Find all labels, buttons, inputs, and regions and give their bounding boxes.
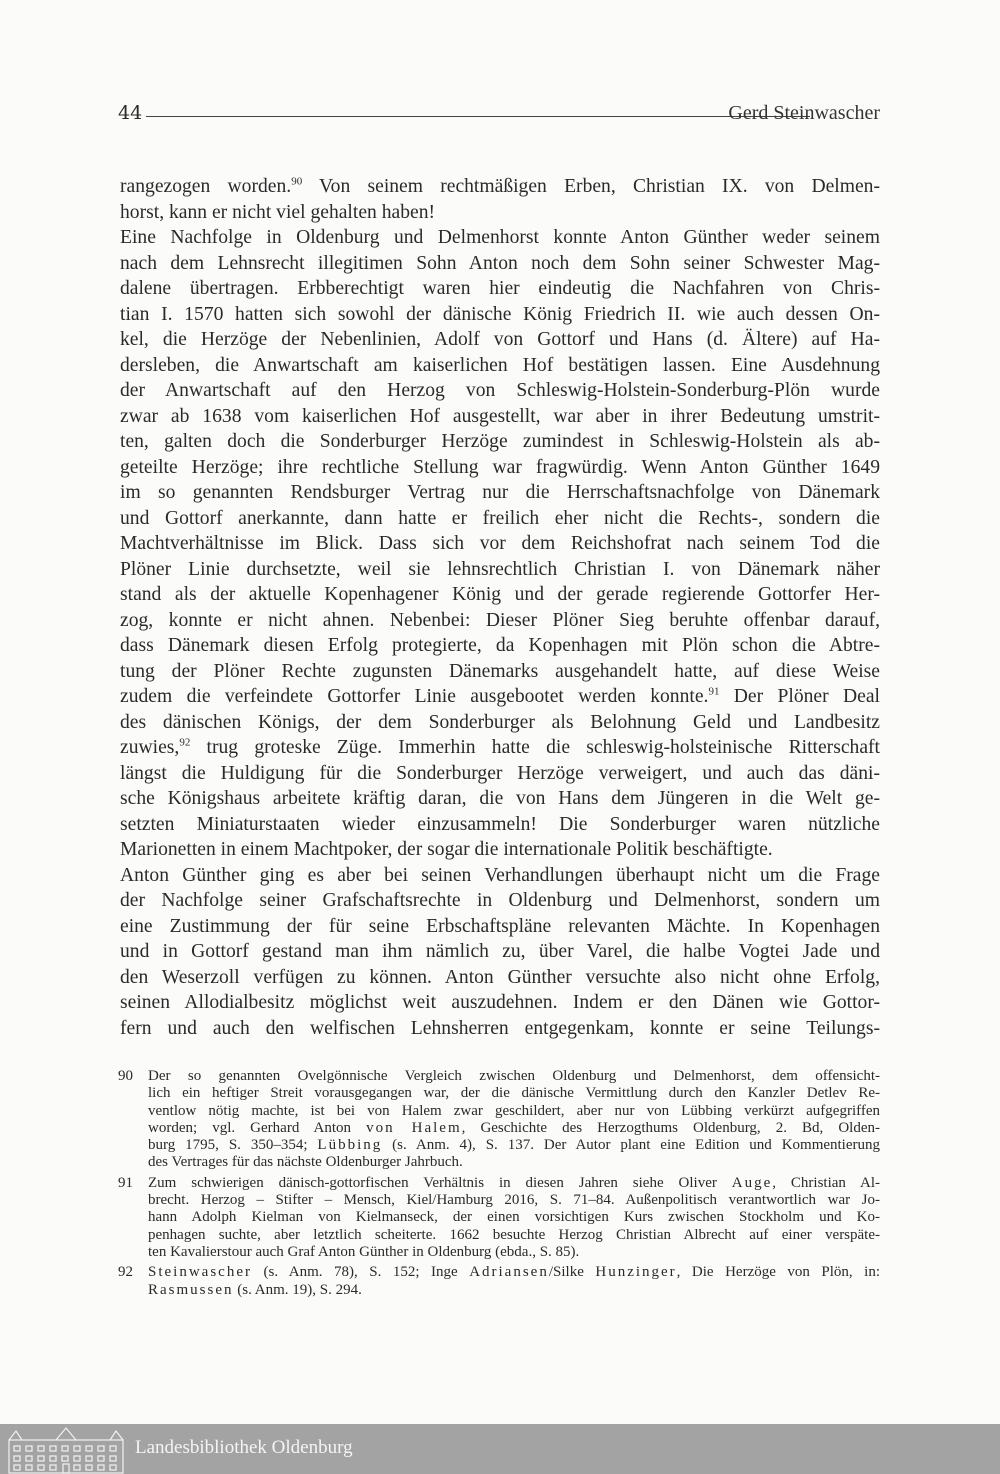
footnote-text: (s. Anm. 4), S. 137. Der Autor plant eine Edition und Kommentierung: [382, 1137, 881, 1154]
text-line: [120, 990, 880, 1016]
text-line: [120, 1016, 880, 1042]
footnote-text: hann Adolph Kielman von Kielmanseck, der einen vorsichtigen Kurs zwischen Stockholm und Ko-: [148, 1209, 880, 1226]
author-name: Lübbing: [317, 1137, 383, 1154]
footnote-text: ten Kavalierstour auch Graf Anton Günther in Oldenburg (ebda., S. 85).: [148, 1243, 580, 1260]
footnote-text: worden; vgl. Gerhard Anton: [148, 1119, 367, 1136]
text-line: [120, 302, 880, 328]
text-line: [120, 812, 880, 838]
footnote-text: Zum schwierigen dänisch-gottorfischen Verhältnis in diesen Jahren siehe Oliver: [148, 1174, 732, 1191]
line-text: Marionetten in einem Machtpoker, der sogar die internationale Politik beschäftigte.: [120, 839, 773, 860]
footnote-text: des Vertrages für das nächste Oldenburger Jahrbuch.: [148, 1154, 463, 1171]
line-text: dalene übertragen. Erbberechtigt waren hier eindeutig die Nachfahren von Chris-: [120, 278, 880, 299]
footnote-line: [148, 1103, 880, 1120]
footnote-reference: 90: [291, 175, 303, 188]
text-line: [120, 276, 880, 302]
line-text: kel, die Herzöge der Nebenlinien, Adolf von Gottorf und Hans (d. Ältere) auf Ha-: [120, 329, 880, 350]
text-line: [120, 455, 880, 481]
line-text: den Weserzoll verfügen zu können. Anton Günther versuchte also nicht ohne Erfolg,: [120, 966, 880, 988]
running-header: [118, 102, 880, 130]
line-text: ten, galten doch die Sonderburger Herzöge zumindest in Schleswig-Holstein als ab-: [120, 431, 880, 452]
author-name: Steinwascher: [148, 1264, 252, 1281]
footnote-line: [148, 1154, 880, 1171]
footnote-line: [148, 1068, 880, 1085]
text-line: [120, 939, 880, 965]
line-text: Der Plöner Deal: [719, 686, 880, 707]
footnote-text: (s. Anm. 78), S. 152; Inge: [251, 1264, 470, 1281]
footnote-line: [148, 1244, 880, 1261]
line-text: zuwies,: [120, 737, 180, 758]
line-text: dersleben, die Anwartschaft am kaiserlichen Hof bestätigen lassen. Eine Ausdehnung: [120, 354, 880, 376]
text-line: [120, 761, 880, 787]
footnote-line: [148, 1175, 880, 1192]
text-line: [120, 531, 880, 557]
line-text: dass Dänemark diesen Erfolg protegierte, da Kopenhagen mit Plön schon die Abtre-: [120, 635, 880, 656]
text-line: [120, 710, 880, 736]
footnote-line: [148, 1137, 880, 1154]
line-text: geteilte Herzöge; ihre rechtliche Stellung war fragwürdig. Wenn Anton Günther 1649: [120, 456, 880, 478]
line-text: und Gottorf anerkannte, dann hatte er freilich eher nicht die Rechts-, sondern die: [120, 507, 880, 529]
line-text: horst, kann er nicht viel gehalten haben!: [120, 201, 436, 223]
footnote-text: , Christian Al-: [772, 1174, 880, 1191]
text-line: [120, 506, 880, 532]
line-text: Eine Nachfolge in Oldenburg und Delmenhorst konnte Anton Günther weder seinem: [120, 227, 880, 248]
text-line: [120, 608, 880, 634]
line-text: rangezogen worden.: [120, 176, 292, 197]
footnote-text: penhagen suchte, aber letztlich scheiterte. 1662 besuchte Herzog Christian Albrecht auf einer verspäte-: [148, 1226, 880, 1243]
body-text: [120, 174, 880, 1041]
text-line: [120, 888, 880, 914]
footnotes: [118, 1068, 880, 1302]
text-line: [120, 200, 880, 226]
text-line: [120, 914, 880, 940]
line-text: zudem die verfeindete Gottorfer Linie ausgebootet werden konnte.: [120, 686, 709, 707]
footnote-line: [148, 1120, 880, 1137]
footnote-text: /Silke: [548, 1264, 596, 1281]
footnote-text: (s. Anm. 19), S. 294.: [233, 1281, 362, 1298]
text-line: [120, 353, 880, 379]
text-line: [120, 251, 880, 277]
text-line: [120, 480, 880, 506]
footnote-90: [118, 1068, 880, 1172]
text-line: [120, 404, 880, 430]
line-text: Von seinem rechtmäßigen Erben, Christian IX. von Delmen-: [302, 176, 880, 197]
text-line: [120, 557, 880, 583]
footnote-text: Der so genannten Ovelgönnische Vergleich zwischen Oldenburg und Delmenhorst, dem offensicht-: [148, 1068, 880, 1084]
text-line: [120, 684, 880, 710]
line-text: nach dem Lehnsrecht illegitimen Sohn Anton noch dem Sohn seiner Schwester Mag-: [120, 252, 880, 274]
footnote-text: , Geschichte des Herzogthums Oldenburg, 2. Bd, Olden-: [461, 1119, 880, 1136]
line-text: der Nachfolge seiner Grafschaftsrechte in Oldenburg und Delmenhorst, sondern um: [120, 890, 880, 911]
text-line: [120, 735, 880, 761]
text-line: [120, 837, 880, 863]
author-name: von Halem: [366, 1119, 462, 1136]
line-text: stand als der aktuelle Kopenhagener König und der gerade regierende Gottorfer Her-: [120, 584, 880, 605]
line-text: seinen Allodialbesitz möglichst weit auszudehnen. Indem er den Dänen wie Gottor-: [120, 992, 880, 1013]
footnote-91: [118, 1175, 880, 1261]
page-number: 44: [118, 102, 143, 124]
library-building-icon: [6, 1426, 126, 1474]
text-line: [120, 429, 880, 455]
text-line: [120, 378, 880, 404]
line-text: sche Königshaus arbeitete kräftig daran, die von Hans dem Jüngeren in die Welt ge-: [120, 788, 880, 809]
text-line: [120, 786, 880, 812]
footnote-text: , Die Herzöge von Plön, in:: [676, 1264, 880, 1281]
line-text: Machtverhältnisse im Blick. Dass sich vor dem Reichshofrat nach seinem Tod die: [120, 533, 880, 554]
footnote-text: ventlow nötig machte, ist bei von Halem zwar geschildert, aber nur von Lübbing verkürzt aufgegriffen: [148, 1102, 880, 1119]
line-text: tung der Plöner Rechte zugunsten Dänemarks ausgehandelt hatte, auf diese Weise: [120, 660, 880, 682]
footnote-line: [148, 1264, 880, 1281]
line-text: eine Zustimmung der für seine Erbschaftspläne relevanten Mächte. In Kopenhagen: [120, 915, 880, 937]
author-name: Hunzinger: [595, 1264, 677, 1281]
header-rule: [146, 116, 810, 117]
line-text: Plöner Linie durchsetzte, weil sie lehnsrechtlich Christian I. von Dänemark näher: [120, 558, 880, 580]
text-line: [120, 582, 880, 608]
text-line: [120, 225, 880, 251]
text-line: [120, 633, 880, 659]
line-text: zog, konnte er nicht ahnen. Nebenbei: Dieser Plöner Sieg beruhte offenbar darauf,: [120, 609, 880, 631]
footnote-line: [148, 1192, 880, 1209]
author-name: Rasmussen: [148, 1281, 234, 1298]
library-footer-bar: [0, 1424, 1000, 1474]
line-text: und in Gottorf gestand man ihm nämlich zu, über Varel, die halbe Vogtei Jade und: [120, 941, 880, 962]
text-line: [120, 863, 880, 889]
running-head-author: Gerd Steinwascher: [728, 102, 880, 124]
footnote-line: [148, 1282, 880, 1299]
footnote-number: 90: [118, 1068, 133, 1084]
text-line: [120, 965, 880, 991]
line-text: setzten Miniaturstaaten wieder einzusammeln! Die Sonderburger waren nützliche: [120, 813, 880, 835]
line-text: tian I. 1570 hatten sich sowohl der dänische König Friedrich II. wie auch dessen On-: [120, 303, 880, 325]
footnote-reference: 91: [708, 685, 720, 698]
footnote-text: burg 1795, S. 350–354;: [148, 1137, 318, 1154]
line-text: zwar ab 1638 vom kaiserlichen Hof ausgestellt, war aber in ihrer Bedeutung umstrit-: [120, 405, 880, 427]
text-line: [120, 659, 880, 685]
footnote-text: lich ein heftiger Streit vorausgegangen war, der die dänische Vermittlung durch den Kanzler Detlev Re-: [148, 1085, 880, 1102]
text-line: [120, 174, 880, 200]
footnote-line: [148, 1209, 880, 1226]
footnote-line: [148, 1085, 880, 1102]
text-line: [120, 327, 880, 353]
line-text: fern und auch den welfischen Lehnsherren entgegenkam, konnte er seine Teilungs-: [120, 1017, 880, 1039]
footnote-92: [118, 1264, 880, 1299]
footnote-number: 91: [118, 1174, 133, 1191]
footnote-number: 92: [118, 1264, 133, 1281]
author-name: Auge: [731, 1174, 773, 1191]
line-text: der Anwartschaft auf den Herzog von Schleswig-Holstein-Sonderburg-Plön wurde: [120, 380, 880, 401]
author-name: Adriansen: [469, 1264, 549, 1281]
line-text: Anton Günther ging es aber bei seinen Verhandlungen überhaupt nicht um die Frage: [120, 864, 880, 886]
line-text: im so genannten Rendsburger Vertrag nur die Herrschaftsnachfolge von Dänemark: [120, 482, 880, 503]
footnote-text: brecht. Herzog – Stifter – Mensch, Kiel/Hamburg 2016, S. 71–84. Außenpolitisch verantwortlich war Jo-: [148, 1192, 880, 1209]
footnote-reference: 92: [179, 736, 191, 749]
line-text: längst die Huldigung für die Sonderburger Herzöge verweigert, und auch das däni-: [120, 762, 880, 784]
line-text: trug groteske Züge. Immerhin hatte die schleswig-holsteinische Ritterschaft: [190, 737, 880, 758]
library-name: Landesbibliothek Oldenburg: [135, 1437, 353, 1458]
line-text: des dänischen Königs, der dem Sonderburger als Belohnung Geld und Landbesitz: [120, 711, 880, 733]
footnote-line: [148, 1227, 880, 1244]
